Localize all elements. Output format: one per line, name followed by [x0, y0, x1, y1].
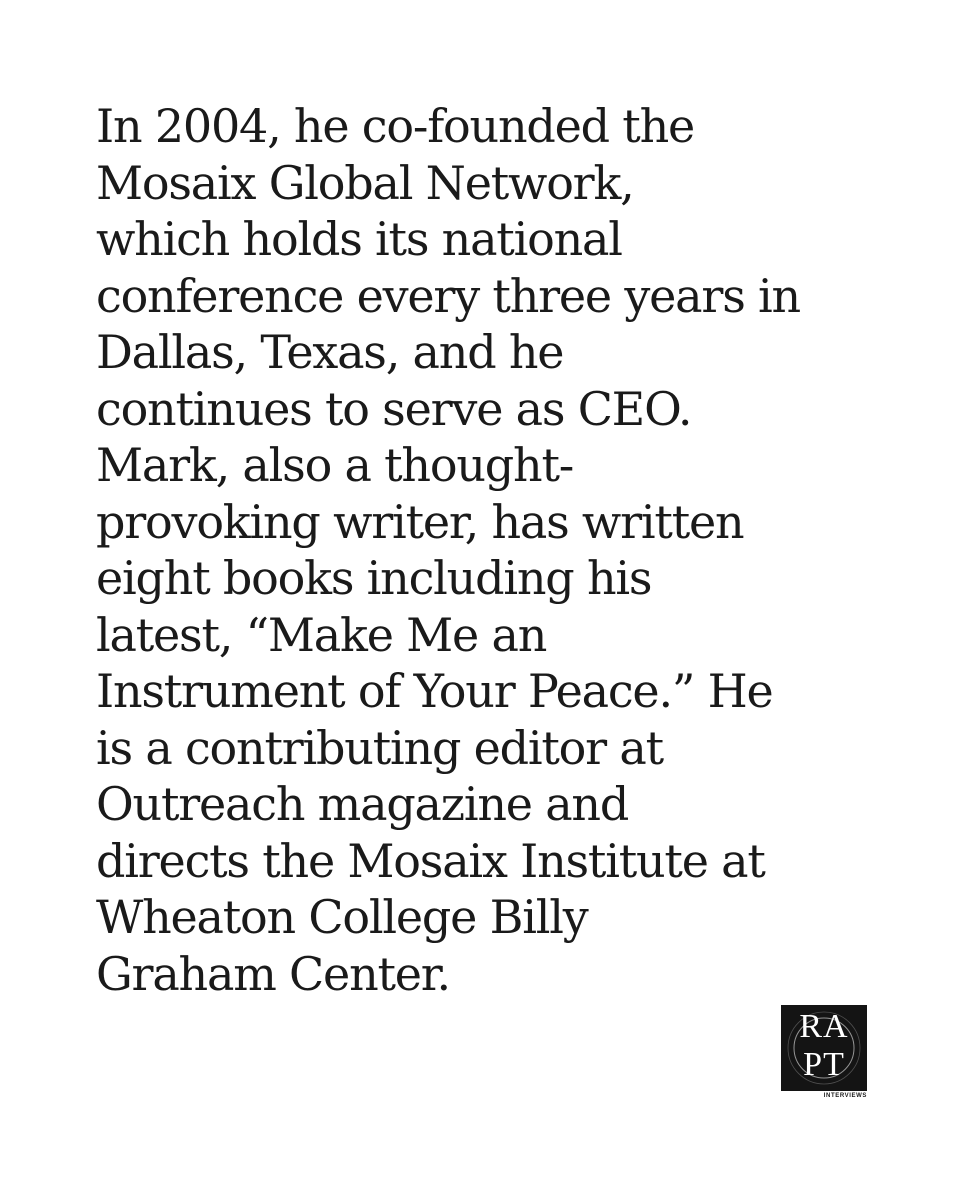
- article-line: In 2004, he co-founded the: [96, 99, 695, 153]
- article-paragraph: [96, 98, 916, 1002]
- article-line: Dallas, Texas, and he: [96, 325, 564, 379]
- article-line: directs the Mosaix Institute at: [96, 833, 765, 888]
- article-line: eight books including his: [96, 551, 652, 605]
- article-line: continues to serve as CEO.: [96, 381, 692, 436]
- article-line: provoking writer, has written: [96, 494, 744, 549]
- article-line: Graham Center.: [96, 946, 450, 1001]
- article-line: Instrument of Your Peace.” He: [96, 664, 773, 718]
- rapt-logo: [781, 1005, 867, 1091]
- article-line: conference every three years in: [96, 268, 800, 323]
- logo-letters-bottom: PT: [803, 1046, 845, 1083]
- logo-letters-top: RA: [799, 1008, 849, 1045]
- article-line: Wheaton College Billy: [96, 890, 588, 944]
- article-line: Outreach magazine and: [96, 777, 629, 831]
- article-line: latest, “Make Me an: [96, 607, 547, 662]
- article-line: Mosaix Global Network,: [96, 155, 634, 210]
- article-line: which holds its national: [96, 212, 622, 266]
- article-line: Mark, also a thought-: [96, 438, 574, 492]
- article-line: is a contributing editor at: [96, 720, 663, 775]
- logo-subtitle: INTERVIEWS: [823, 1093, 867, 1099]
